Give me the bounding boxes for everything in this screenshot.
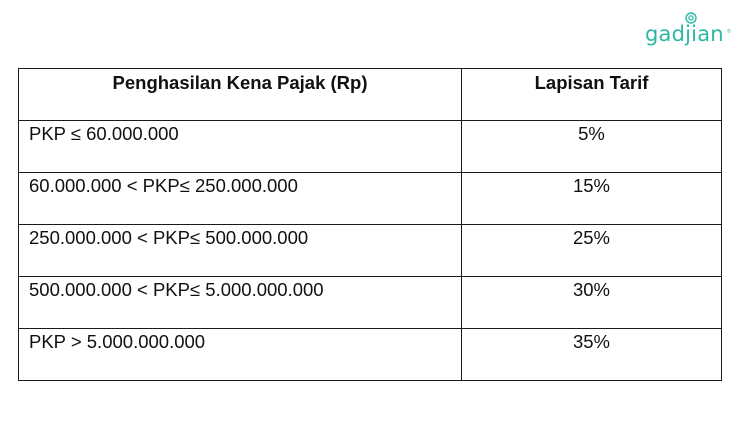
header-income: Penghasilan Kena Pajak (Rp) [19, 69, 462, 121]
income-bracket-cell: 60.000.000 < PKP≤ 250.000.000 [19, 173, 462, 225]
tax-rate-cell: 25% [462, 225, 722, 277]
gadjian-logo [645, 8, 731, 48]
table-row [19, 225, 722, 277]
logo-text: gadjian [645, 22, 724, 46]
tax-rate-cell: 30% [462, 277, 722, 329]
income-bracket-cell: 500.000.000 < PKP≤ 5.000.000.000 [19, 277, 462, 329]
tax-rate-cell: 5% [462, 121, 722, 173]
header-rate: Lapisan Tarif [462, 69, 722, 121]
logo-trademark: ® [727, 29, 731, 35]
table-row [19, 173, 722, 225]
income-bracket-cell: 250.000.000 < PKP≤ 500.000.000 [19, 225, 462, 277]
tax-rate-cell: 15% [462, 173, 722, 225]
tax-rate-table [18, 68, 722, 381]
table-header-row [19, 69, 722, 121]
income-bracket-cell: PKP ≤ 60.000.000 [19, 121, 462, 173]
tax-rate-cell: 35% [462, 329, 722, 381]
table-row [19, 277, 722, 329]
table-row [19, 329, 722, 381]
income-bracket-cell: PKP > 5.000.000.000 [19, 329, 462, 381]
table-row [19, 121, 722, 173]
